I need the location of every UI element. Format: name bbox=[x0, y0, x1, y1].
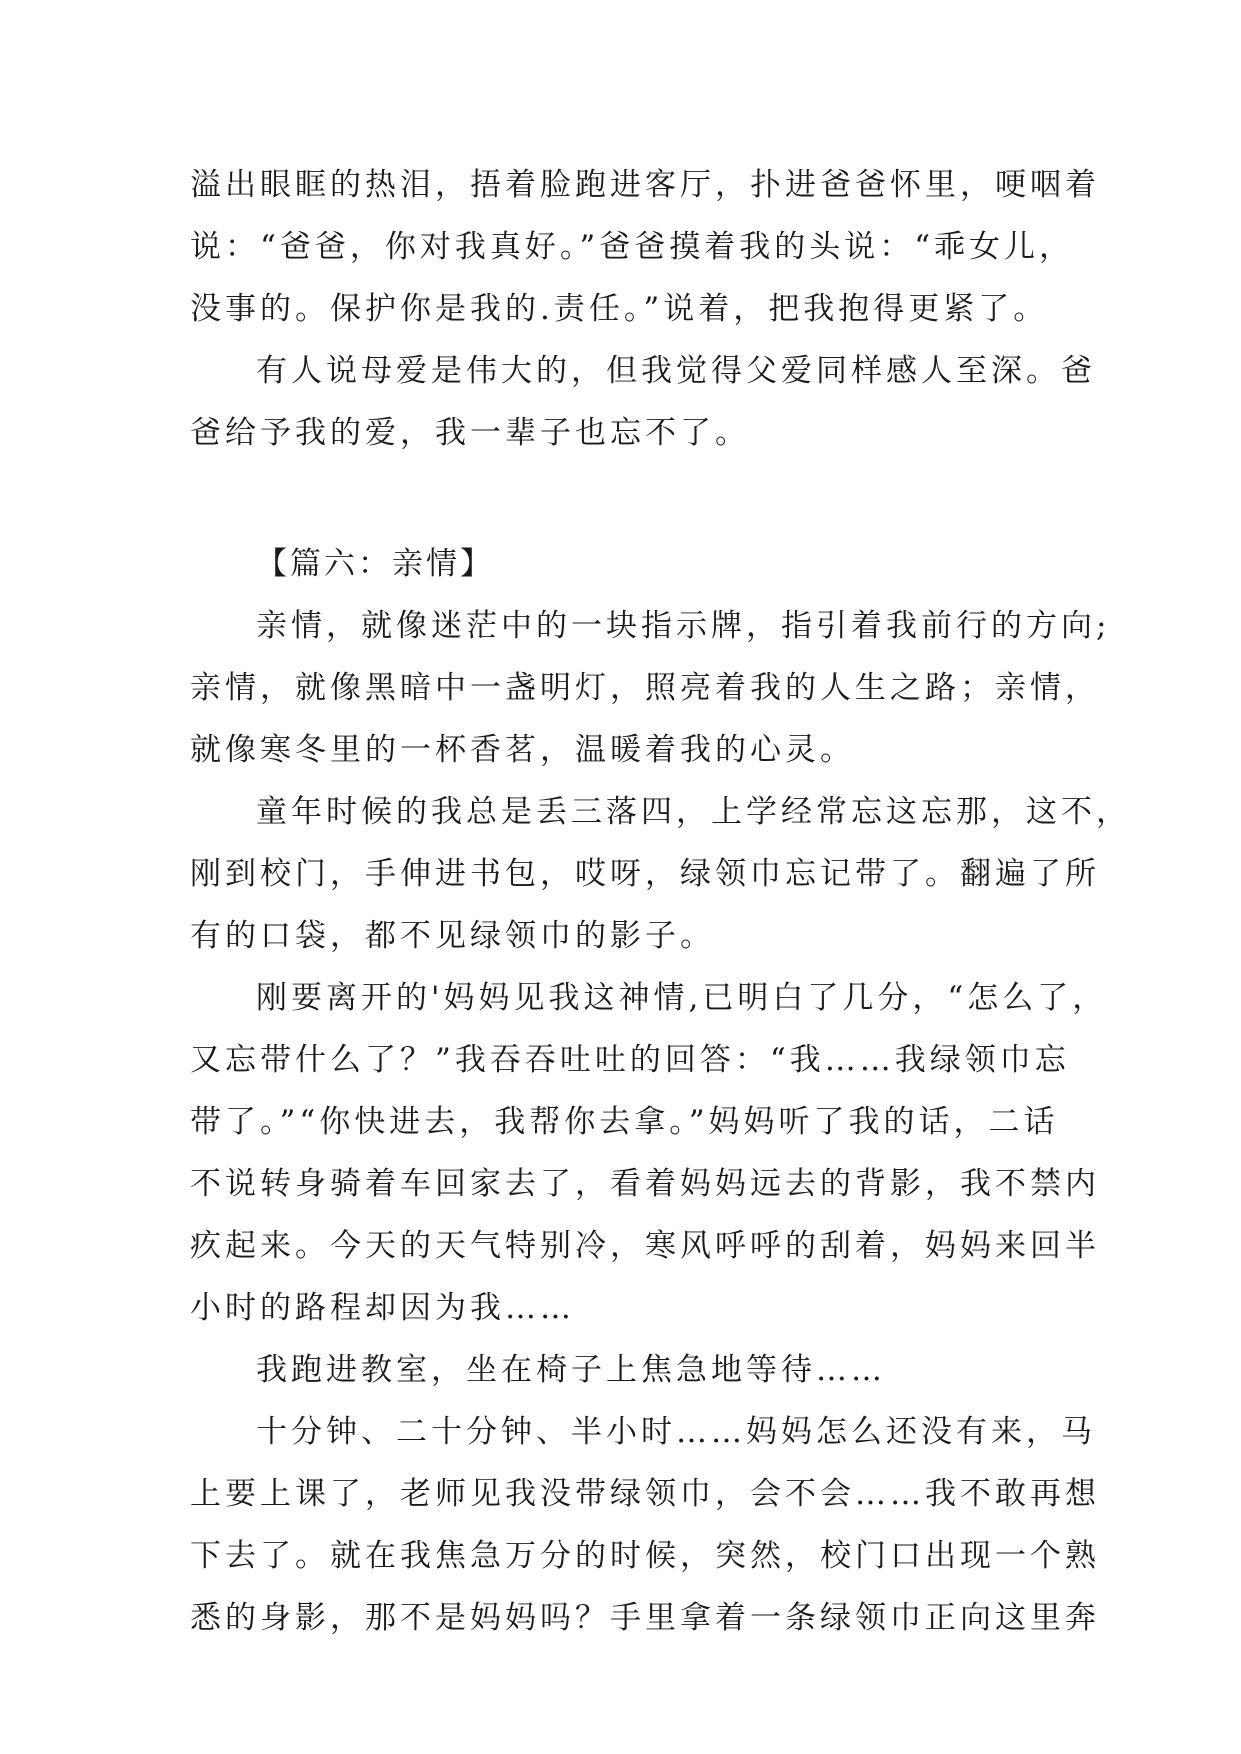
section-gap bbox=[190, 464, 1070, 533]
section-heading: 【篇六：亲情】 bbox=[256, 546, 494, 582]
text-line: 爸给予我的爱，我一辈子也忘不了。 bbox=[190, 415, 750, 451]
text-line: 带了。”“你快进去，我帮你去拿。”妈妈听了我的话，二话 bbox=[190, 1104, 1059, 1140]
paragraph-first-line: 有人说母爱是伟大的，但我觉得父爱同样感人至深。爸 bbox=[256, 353, 1096, 389]
text-line: 小时的路程却因为我…… bbox=[190, 1290, 575, 1326]
text-line: 刚到校门，手伸进书包，哎呀，绿领巾忘记带了。翻遍了所 bbox=[190, 856, 1100, 892]
text-line: 说：“爸爸，你对我真好。”爸爸摸着我的头说：“乖女儿， bbox=[190, 229, 1075, 265]
text-line: 有的口袋，都不见绿领巾的影子。 bbox=[190, 918, 715, 954]
paragraph-first-line: 亲情，就像迷茫中的一块指示牌，指引着我前行的方向; bbox=[256, 608, 1111, 644]
paragraph-first-line: 刚要离开的'妈妈见我这神情,已明白了几分，“怎么了， bbox=[256, 980, 1108, 1016]
text-line: 没事的。保护你是我的.责任。”说着，把我抱得更紧了。 bbox=[190, 291, 1049, 327]
text-line: 亲情，就像黑暗中一盏明灯，照亮着我的人生之路；亲情， bbox=[190, 670, 1100, 706]
text-line: 溢出眼眶的热泪，捂着脸跑进客厅，扑进爸爸怀里，哽咽着 bbox=[190, 167, 1100, 203]
paragraph-first-line: 十分钟、二十分钟、半小时……妈妈怎么还没有来，马 bbox=[256, 1414, 1096, 1450]
text-line: 又忘带什么了？”我吞吞吐吐的回答：“我……我绿领巾忘 bbox=[190, 1042, 1070, 1078]
paragraph-first-line: 我跑进教室，坐在椅子上焦急地等待…… bbox=[256, 1352, 886, 1388]
text-line: 就像寒冬里的一杯香茗，温暖着我的心灵。 bbox=[190, 732, 855, 768]
paragraph-first-line: 童年时候的我总是丢三落四，上学经常忘这忘那，这不， bbox=[256, 794, 1131, 830]
text-line: 疚起来。今天的天气特别冷，寒风呼呼的刮着，妈妈来回半 bbox=[190, 1228, 1100, 1264]
text-line: 不说转身骑着车回家去了，看着妈妈远去的背影，我不禁内 bbox=[190, 1166, 1100, 1202]
text-line: 下去了。就在我焦急万分的时候，突然，校门口出现一个熟 bbox=[190, 1538, 1100, 1574]
text-line: 悉的身影，那不是妈妈吗？手里拿着一条绿领巾正向这里奔 bbox=[190, 1600, 1100, 1636]
text-line: 上要上课了，老师见我没带绿领巾，会不会……我不敢再想 bbox=[190, 1476, 1100, 1512]
document-body bbox=[190, 154, 1131, 1649]
